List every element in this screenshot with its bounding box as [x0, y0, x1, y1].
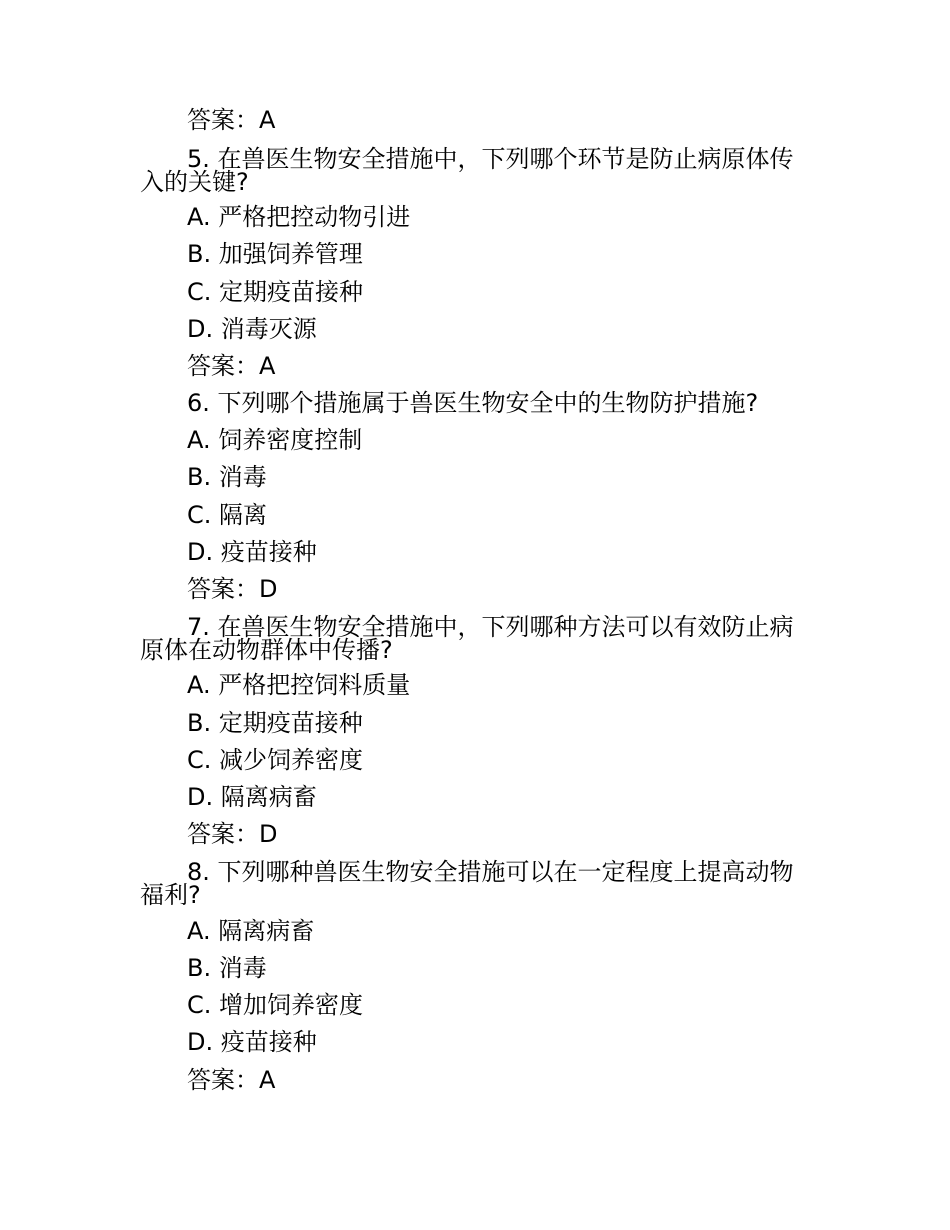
option-5-a: A. 严格把控动物引进: [187, 203, 411, 231]
option-7-c: C. 减少饲养密度: [187, 746, 364, 774]
question-5-line-2: 入的关键?: [140, 168, 249, 196]
option-5-b: B. 加强饲养管理: [187, 240, 363, 268]
answer-7: 答案：D: [187, 820, 278, 848]
question-7-line-2: 原体在动物群体中传播?: [140, 636, 393, 664]
option-6-a: A. 饲养密度控制: [187, 426, 363, 454]
question-5-line-1: 5. 在兽医生物安全措施中，下列哪个环节是防止病原体传: [187, 145, 794, 173]
option-7-b: B. 定期疫苗接种: [187, 709, 363, 737]
answer-5: 答案：A: [187, 352, 276, 380]
question-6: 6. 下列哪个措施属于兽医生物安全中的生物防护措施?: [187, 389, 759, 417]
option-6-c: C. 隔离: [187, 501, 268, 529]
option-5-c: C. 定期疫苗接种: [187, 278, 364, 306]
answer-4: 答案：A: [187, 106, 276, 134]
option-8-b: B. 消毒: [187, 954, 267, 982]
option-7-d: D. 隔离病畜: [187, 783, 317, 811]
answer-8: 答案：A: [187, 1066, 276, 1094]
option-5-d: D. 消毒灭源: [187, 315, 317, 343]
option-8-c: C. 增加饲养密度: [187, 991, 364, 1019]
answer-6: 答案：D: [187, 575, 278, 603]
question-8-line-1: 8. 下列哪种兽医生物安全措施可以在一定程度上提高动物: [187, 858, 794, 886]
option-6-b: B. 消毒: [187, 463, 267, 491]
question-8-line-2: 福利?: [140, 881, 201, 909]
question-7-line-1: 7. 在兽医生物安全措施中，下列哪种方法可以有效防止病: [187, 613, 794, 641]
option-7-a: A. 严格把控饲料质量: [187, 671, 411, 699]
option-6-d: D. 疫苗接种: [187, 538, 317, 566]
option-8-a: A. 隔离病畜: [187, 917, 315, 945]
option-8-d: D. 疫苗接种: [187, 1028, 317, 1056]
